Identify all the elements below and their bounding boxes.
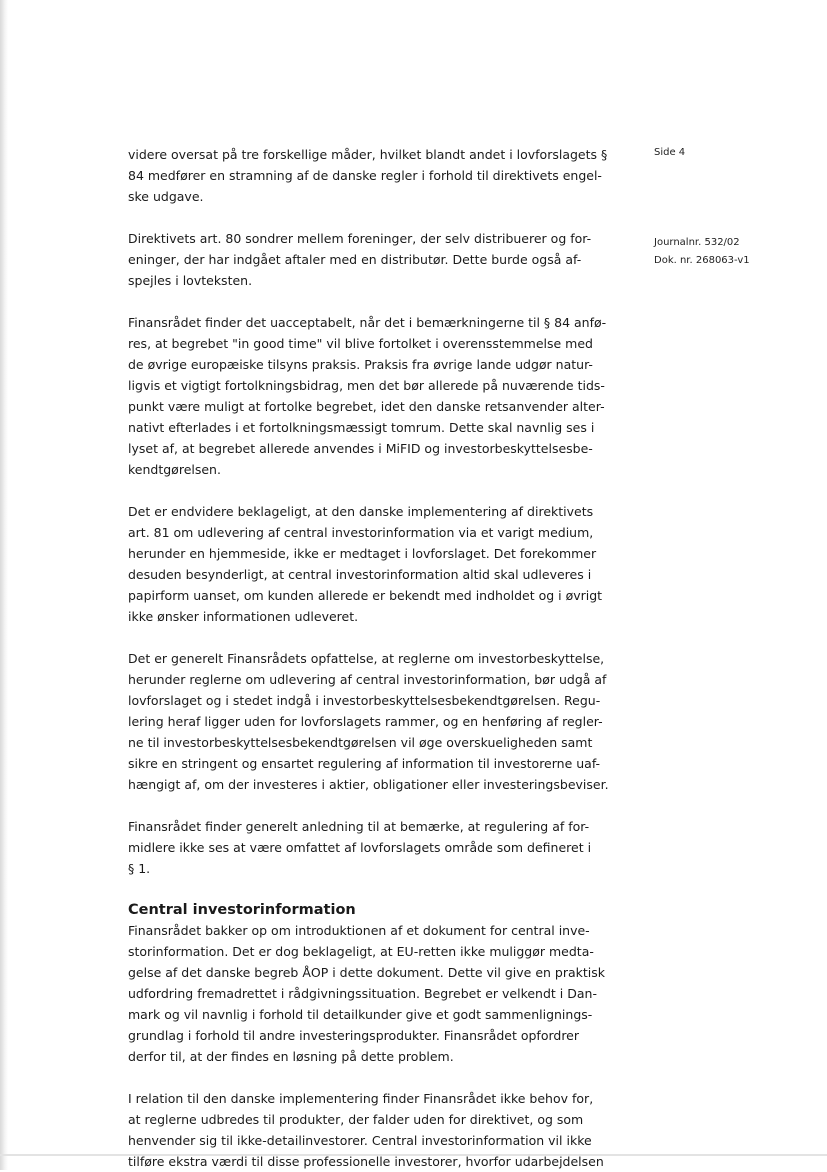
paragraph (128, 816, 628, 879)
body-paragraphs (128, 144, 628, 879)
document-number: Dok. nr. 268063-v1 (654, 255, 750, 266)
document-body (128, 144, 628, 1172)
document-sidebar (654, 144, 750, 270)
text-line: lyset af, at begrebet allerede anvendes i MiFID og investorbeskyttelsesbe- (128, 441, 593, 456)
text-line: herunder reglerne om udlevering af central investorinformation, bør udgå af (128, 672, 607, 687)
section-heading: Central investorinformation (128, 902, 356, 918)
section-paragraphs (128, 920, 628, 1172)
paragraph (128, 144, 628, 207)
text-line: storinformation. Det er dog beklageligt, at EU-retten ikke muliggør medta- (128, 944, 594, 959)
text-line: § 1. (128, 861, 151, 876)
text-line: eninger, der har indgået aftaler med en distributør. Dette burde også af- (128, 252, 582, 267)
scan-edge-shadow (0, 0, 8, 1170)
text-line: Finansrådet bakker op om introduktionen af et dokument for central inve- (128, 923, 590, 938)
text-line: Det er generelt Finansrådets opfattelse, at reglerne om investorbeskyttelse, (128, 651, 605, 666)
text-line: papirform uanset, om kunden allerede er bekendt med indholdet og i øvrigt (128, 588, 603, 603)
text-line: Finansrådet finder det uacceptabelt, når det i bemærkningerne til § 84 anfø- (128, 315, 607, 330)
text-line: lering heraf ligger uden for lovforslagets rammer, og en henføring af regler- (128, 714, 603, 729)
text-line: ske udgave. (128, 189, 204, 204)
text-line: punkt være muligt at fortolke begrebet, idet den danske retsanvender alter- (128, 399, 605, 414)
text-line: midlere ikke ses at være omfattet af lovforslagets område som defineret i (128, 840, 592, 855)
text-line: videre oversat på tre forskellige måder, hvilket blandt andet i lovforslagets § (128, 147, 608, 162)
text-line: gelse af det danske begreb ÅOP i dette dokument. Dette vil give en praktisk (128, 965, 606, 980)
text-line: ligvis et vigtigt fortolkningsbidrag, men det bør allerede på nuværende tids- (128, 378, 605, 393)
text-line: I relation til den danske implementering finder Finansrådet ikke behov for, (128, 1091, 594, 1106)
text-line: derfor til, at der findes en løsning på dette problem. (128, 1049, 454, 1064)
text-line: kendtgørelsen. (128, 462, 221, 477)
text-line: Direktivets art. 80 sondrer mellem foreninger, der selv distribuerer og for- (128, 231, 592, 246)
paragraph (128, 312, 628, 480)
text-line: mark og vil navnlig i forhold til detailkunder give et godt sammenlignings- (128, 1007, 593, 1022)
text-line: udfordring fremadrettet i rådgivningssituation. Begrebet er velkendt i Dan- (128, 986, 597, 1001)
text-line: art. 81 om udlevering af central investorinformation via et varigt medium, (128, 525, 594, 540)
paragraph (128, 648, 628, 795)
text-line: Finansrådet finder generelt anledning til at bemærke, at regulering af for- (128, 819, 590, 834)
text-line: ikke ønsker informationen udleveret. (128, 609, 359, 624)
paragraph (128, 501, 628, 627)
text-line: spejles i lovteksten. (128, 273, 253, 288)
text-line: grundlag i forhold til andre investeringsprodukter. Finansrådet opfordrer (128, 1028, 580, 1043)
journal-number: Journalnr. 532/02 (654, 237, 740, 248)
text-line: res, at begrebet "in good time" vil blive fortolket i overensstemmelse med (128, 336, 593, 351)
text-line: de øvrige europæiske tilsyns praksis. Praksis fra øvrige lande udgør natur- (128, 357, 593, 372)
text-line: 84 medfører en stramning af de danske regler i forhold til direktivets engel- (128, 168, 602, 183)
text-line: Det er endvidere beklageligt, at den danske implementering af direktivets (128, 504, 594, 519)
text-line: herunder en hjemmeside, ikke er medtaget i lovforslaget. Det forekommer (128, 546, 597, 561)
paragraph (128, 920, 628, 1067)
text-line: sikre en stringent og ensartet regulering af information til investorerne uaf- (128, 756, 601, 771)
text-line: lovforslaget og i stedet indgå i investorbeskyttelsesbekendtgørelsen. Regu- (128, 693, 601, 708)
page-number: Side 4 (654, 147, 686, 158)
text-line: at reglerne udbredes til produkter, der falder uden for direktivet, og som (128, 1112, 584, 1127)
text-line: henvender sig til ikke-detailinvestorer. Central investorinformation vil ikke (128, 1133, 592, 1148)
paragraph (128, 228, 628, 291)
paragraph (128, 1088, 628, 1172)
text-line: tilføre ekstra værdi til disse professionelle investorer, hvorfor udarbejdelsen (128, 1154, 604, 1169)
text-line: ne til investorbeskyttelsesbekendtgørelsen vil øge overskueligheden samt (128, 735, 593, 750)
text-line: nativt efterlades i et fortolkningsmæssigt tomrum. Dette skal navnlig ses i (128, 420, 595, 435)
text-line: hængigt af, om der investeres i aktier, obligationer eller investeringsbeviser. (128, 777, 609, 792)
text-line: desuden besynderligt, at central investorinformation altid skal udleveres i (128, 567, 592, 582)
